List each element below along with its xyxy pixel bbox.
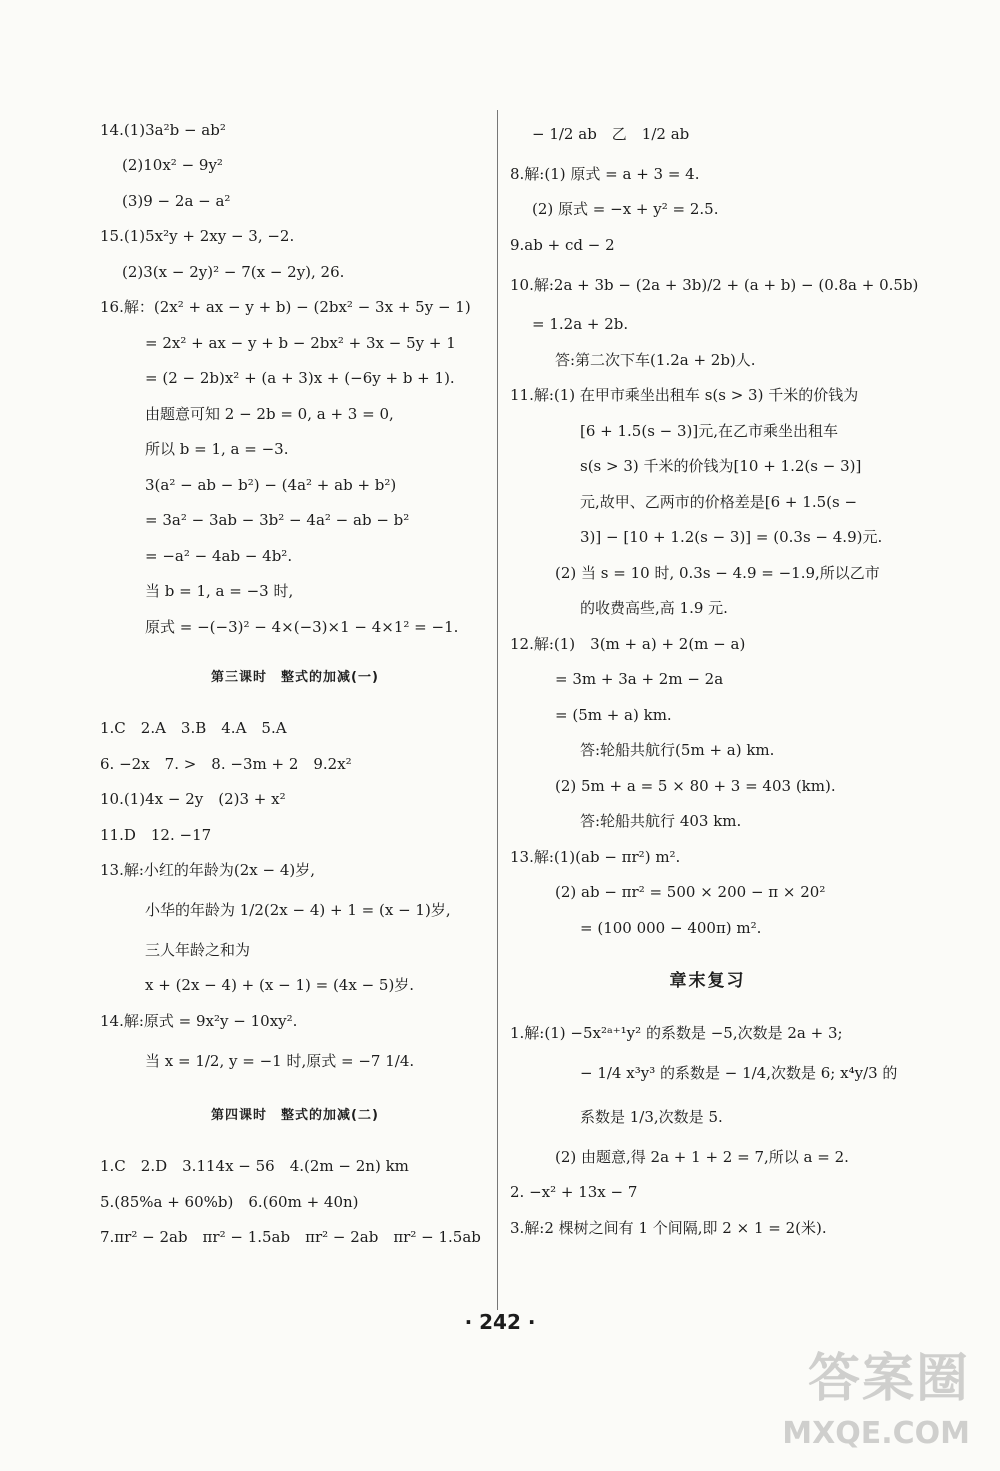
right-line: 9.ab + cd − 2 <box>510 235 615 254</box>
right-line: = (5m + a) km. <box>555 705 672 724</box>
right-column <box>510 112 919 1246</box>
right-line: 元,故甲、乙两市的价格差是[6 + 1.5(s − <box>580 492 858 511</box>
right-line: 12.解:(1) 3(m + a) + 2(m − a) <box>510 634 746 653</box>
left-line: 1.C 2.D 3.114x − 56 4.(2m − 2n) km <box>100 1157 409 1176</box>
right-line: 8.解:(1) 原式 = a + 3 = 4. <box>510 164 700 183</box>
left-line: 当 b = 1, a = −3 时, <box>145 582 294 601</box>
right-line: 11.解:(1) 在甲市乘坐出租车 s(s > 3) 千米的价钱为 <box>510 386 859 405</box>
left-line: = (2 − 2b)x² + (a + 3)x + (−6y + b + 1). <box>145 369 455 388</box>
right-line: 13.解:(1)(ab − πr²) m². <box>510 847 681 866</box>
right-line: 2. −x² + 13x − 7 <box>510 1183 638 1202</box>
right-line: [6 + 1.5(s − 3)]元,在乙市乘坐出租车 <box>580 421 839 440</box>
right-line: 答:轮船共航行(5m + a) km. <box>580 741 775 760</box>
left-line: (2)3(x − 2y)² − 7(x − 2y), 26. <box>122 262 345 281</box>
right-line: = 1.2a + 2b. <box>532 315 629 334</box>
watermark-url: MXQE.COM <box>782 1416 970 1451</box>
right-line: = (100 000 − 400π) m². <box>580 918 762 937</box>
left-line: 第四课时 整式的加减(二) <box>211 1107 379 1123</box>
column-divider <box>497 110 498 1310</box>
left-line: 15.(1)5x²y + 2xy − 3, −2. <box>100 227 295 246</box>
left-line: 三人年龄之和为 <box>145 940 251 959</box>
left-line: 所以 b = 1, a = −3. <box>145 440 289 459</box>
watermark-logo <box>760 1336 970 1451</box>
right-line: 3)] − [10 + 1.2(s − 3)] = (0.3s − 4.9)元. <box>580 528 883 547</box>
left-column <box>100 112 490 1255</box>
right-line: 1.解:(1) −5x²ᵃ⁺¹y² 的系数是 −5,次数是 2a + 3; <box>510 1024 843 1043</box>
right-line: 3.解:2 棵树之间有 1 个间隔,即 2 × 1 = 2(米). <box>510 1218 827 1237</box>
left-line: 当 x = 1/2, y = −1 时,原式 = −7 1/4. <box>145 1051 415 1070</box>
left-line: 原式 = −(−3)² − 4×(−3)×1 − 4×1² = −1. <box>145 617 459 636</box>
left-line: 7.πr² − 2ab πr² − 1.5ab πr² − 2ab πr² − 1.5ab <box>100 1228 481 1247</box>
left-line: 小华的年龄为 1/2(2x − 4) + 1 = (x − 1)岁, <box>145 901 451 919</box>
watermark-text: 答案圈 <box>807 1349 970 1409</box>
left-line: 14.(1)3a²b − ab² <box>100 120 226 139</box>
left-line: 10.(1)4x − 2y (2)3 + x² <box>100 790 286 809</box>
right-line: 答:第二次下车(1.2a + 2b)人. <box>555 350 756 369</box>
left-line: 由题意可知 2 − 2b = 0, a + 3 = 0, <box>145 404 394 423</box>
left-line: x + (2x − 4) + (x − 1) = (4x − 5)岁. <box>145 976 415 995</box>
right-line: 章末复习 <box>669 970 746 991</box>
right-line: = 3m + 3a + 2m − 2a <box>555 670 724 689</box>
left-line: = −a² − 4ab − 4b². <box>145 546 293 565</box>
right-line: − 1/4 x³y³ 的系数是 − 1/4,次数是 6; x⁴y/3 的 <box>580 1064 898 1082</box>
left-line: 1.C 2.A 3.B 4.A 5.A <box>100 719 287 738</box>
right-line: 的收费高些,高 1.9 元. <box>580 599 728 618</box>
left-line: = 2x² + ax − y + b − 2bx² + 3x − 5y + 1 <box>145 333 456 352</box>
right-line: 系数是 1/3,次数是 5. <box>580 1108 723 1126</box>
right-line: s(s > 3) 千米的价钱为[10 + 1.2(s − 3)] <box>580 457 862 476</box>
left-line: 11.D 12. −17 <box>100 825 212 844</box>
left-line: 3(a² − ab − b²) − (4a² + ab + b²) <box>145 475 397 494</box>
right-line: 答:轮船共航行 403 km. <box>580 812 742 831</box>
left-line: 13.解:小红的年龄为(2x − 4)岁, <box>100 861 316 880</box>
right-line: (2) 由题意,得 2a + 1 + 2 = 7,所以 a = 2. <box>555 1147 849 1166</box>
left-line: 16.解：(2x² + ax − y + b) − (2bx² − 3x + 5y − 1) <box>100 298 471 317</box>
left-line: 5.(85%a + 60%b) 6.(60m + 40n) <box>100 1192 359 1211</box>
left-line: (2)10x² − 9y² <box>122 156 223 175</box>
left-line: 6. −2x 7. > 8. −3m + 2 9.2x² <box>100 754 352 773</box>
right-line: (2) 5m + a = 5 × 80 + 3 = 403 (km). <box>555 776 836 795</box>
right-line: (2) 原式 = −x + y² = 2.5. <box>532 200 719 219</box>
left-line: = 3a² − 3ab − 3b² − 4a² − ab − b² <box>145 511 410 530</box>
right-line: − 1/2 ab 乙 1/2 ab <box>532 125 690 143</box>
left-line: (3)9 − 2a − a² <box>122 191 231 210</box>
right-line: (2) 当 s = 10 时, 0.3s − 4.9 = −1.9,所以乙市 <box>555 563 880 582</box>
right-line: (2) ab − πr² = 500 × 200 − π × 20² <box>555 883 826 902</box>
left-line: 14.解:原式 = 9x²y − 10xy². <box>100 1011 298 1030</box>
left-line: 第三课时 整式的加减(一) <box>211 669 379 685</box>
page-number: · 242 · <box>464 1310 536 1334</box>
right-line: 10.解:2a + 3b − (2a + 3b)/2 + (a + b) − (0.8a + 0.5b) <box>510 275 919 294</box>
